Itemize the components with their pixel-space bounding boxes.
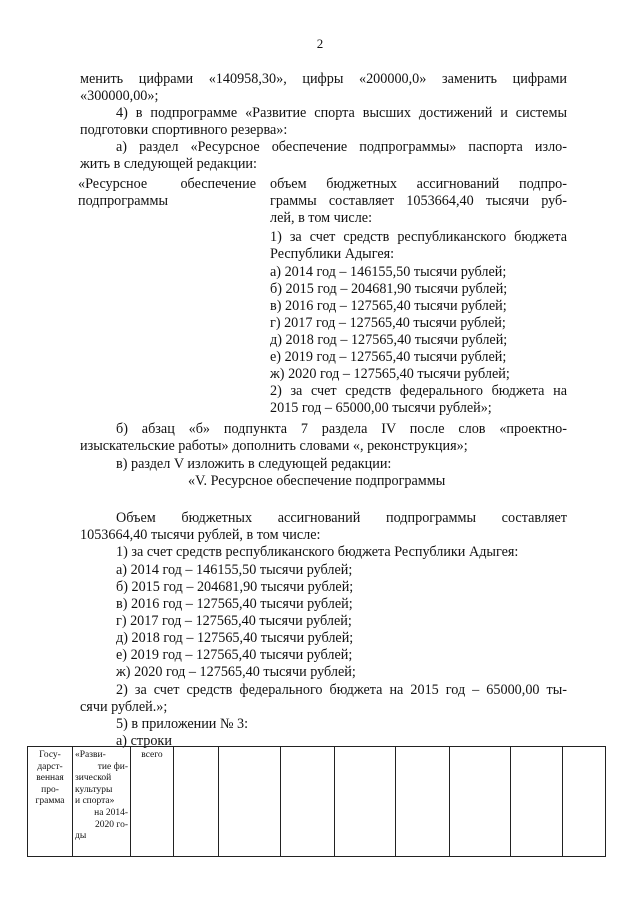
cell-line: ды <box>75 831 87 842</box>
table-cell <box>174 747 219 857</box>
text-line: менить цифрами «140958,30», цифры «200000,0» заменить цифрами <box>80 71 567 87</box>
text-line: изыскательские работы» дополнить словами «, реконструкция»; <box>80 438 468 454</box>
text-line: 5) в приложении № 3: <box>116 716 249 732</box>
appendix-table <box>27 746 606 857</box>
table-cell <box>511 747 563 857</box>
passport-value-line: лей, в том числе: <box>270 210 373 226</box>
text-line: б) абзац «б» подпункта 7 раздела IV после слов «проектно- <box>116 421 567 437</box>
text-line: жить в следующей редакции: <box>80 156 257 172</box>
passport-value-line: объем бюджетных ассигнований подпро- <box>270 176 567 192</box>
cell-text: всего <box>141 750 163 760</box>
text-line: б) 2015 год – 204681,90 тысячи рублей; <box>116 579 354 595</box>
passport-value-line: в) 2016 год – 127565,40 тысячи рублей; <box>270 298 507 314</box>
text-line: 4) в подпрограмме «Развитие спорта высших достижений и системы <box>116 105 567 121</box>
passport-value-line: 2) за счет средств федерального бюджета на <box>270 383 567 399</box>
text-line: а) раздел «Ресурсное обеспечение подпрограммы» паспорта изло- <box>116 139 567 155</box>
cell-line: венная <box>36 773 64 784</box>
table-cell <box>563 747 606 857</box>
passport-value-line: граммы составляет 1053664,40 тысячи руб- <box>270 193 567 209</box>
section-title: «V. Ресурсное обеспечение подпрограммы <box>188 473 446 489</box>
text-line: д) 2018 год – 127565,40 тысячи рублей; <box>116 630 354 646</box>
passport-value-line: е) 2019 год – 127565,40 тысячи рублей; <box>270 349 507 365</box>
cell-line: «Разви- <box>75 750 106 760</box>
text-line: в) раздел V изложить в следующей редакции: <box>116 456 392 472</box>
cell-line: зической <box>75 773 112 784</box>
text-line: е) 2019 год – 127565,40 тысячи рублей; <box>116 647 353 663</box>
passport-value-line: Республики Адыгея: <box>270 246 395 262</box>
cell-line: Госу- <box>39 750 61 760</box>
cell-line: культуры <box>75 784 113 795</box>
cell-line: тие фи- <box>97 761 128 772</box>
table-cell <box>450 747 511 857</box>
table-cell <box>396 747 450 857</box>
table-cell <box>219 747 281 857</box>
text-line: 1) за счет средств республиканского бюджета Республики Адыгея: <box>116 544 519 560</box>
cell-line: и спорта» <box>75 796 115 807</box>
table-cell <box>335 747 396 857</box>
passport-label: подпрограммы <box>78 193 168 209</box>
table-cell-program-type <box>28 747 73 857</box>
table-cell-total <box>131 747 174 857</box>
passport-value-line: а) 2014 год – 146155,50 тысячи рублей; <box>270 264 507 280</box>
passport-value-line: ж) 2020 год – 127565,40 тысячи рублей; <box>270 366 510 382</box>
table-row <box>28 747 606 857</box>
passport-value-line: 1) за счет средств республиканского бюджета <box>270 229 567 245</box>
passport-value-line: д) 2018 год – 127565,40 тысячи рублей; <box>270 332 508 348</box>
text-line: сячи рублей.»; <box>80 699 168 715</box>
table-cell <box>281 747 335 857</box>
text-line: 2) за счет средств федерального бюджета на 2015 год – 65000,00 ты- <box>116 682 567 698</box>
passport-value-line: 2015 год – 65000,00 тысячи рублей»; <box>270 400 492 416</box>
text-line: Объем бюджетных ассигнований подпрограммы составляет <box>116 510 567 526</box>
cell-line: грамма <box>35 796 65 807</box>
text-line: 1053664,40 тысячи рублей, в том числе: <box>80 527 321 543</box>
cell-line: дарст- <box>37 761 63 772</box>
text-line: «300000,00»; <box>80 88 159 104</box>
cell-line: на 2014- <box>94 807 128 818</box>
passport-value-line: г) 2017 год – 127565,40 тысячи рублей; <box>270 315 506 331</box>
cell-line: про- <box>41 784 59 795</box>
cell-line: 2020 го- <box>95 819 128 830</box>
text-line: г) 2017 год – 127565,40 тысячи рублей; <box>116 613 352 629</box>
text-line: ж) 2020 год – 127565,40 тысячи рублей; <box>116 664 356 680</box>
passport-label: «Ресурсное обеспечение <box>78 176 256 192</box>
text-line: а) строки <box>116 733 172 749</box>
page-number: 2 <box>316 36 324 51</box>
text-line: подготовки спортивного резерва»: <box>80 122 288 138</box>
text-line: в) 2016 год – 127565,40 тысячи рублей; <box>116 596 353 612</box>
passport-value-line: б) 2015 год – 204681,90 тысячи рублей; <box>270 281 508 297</box>
table-cell-program-name <box>73 747 131 857</box>
text-line: а) 2014 год – 146155,50 тысячи рублей; <box>116 562 353 578</box>
